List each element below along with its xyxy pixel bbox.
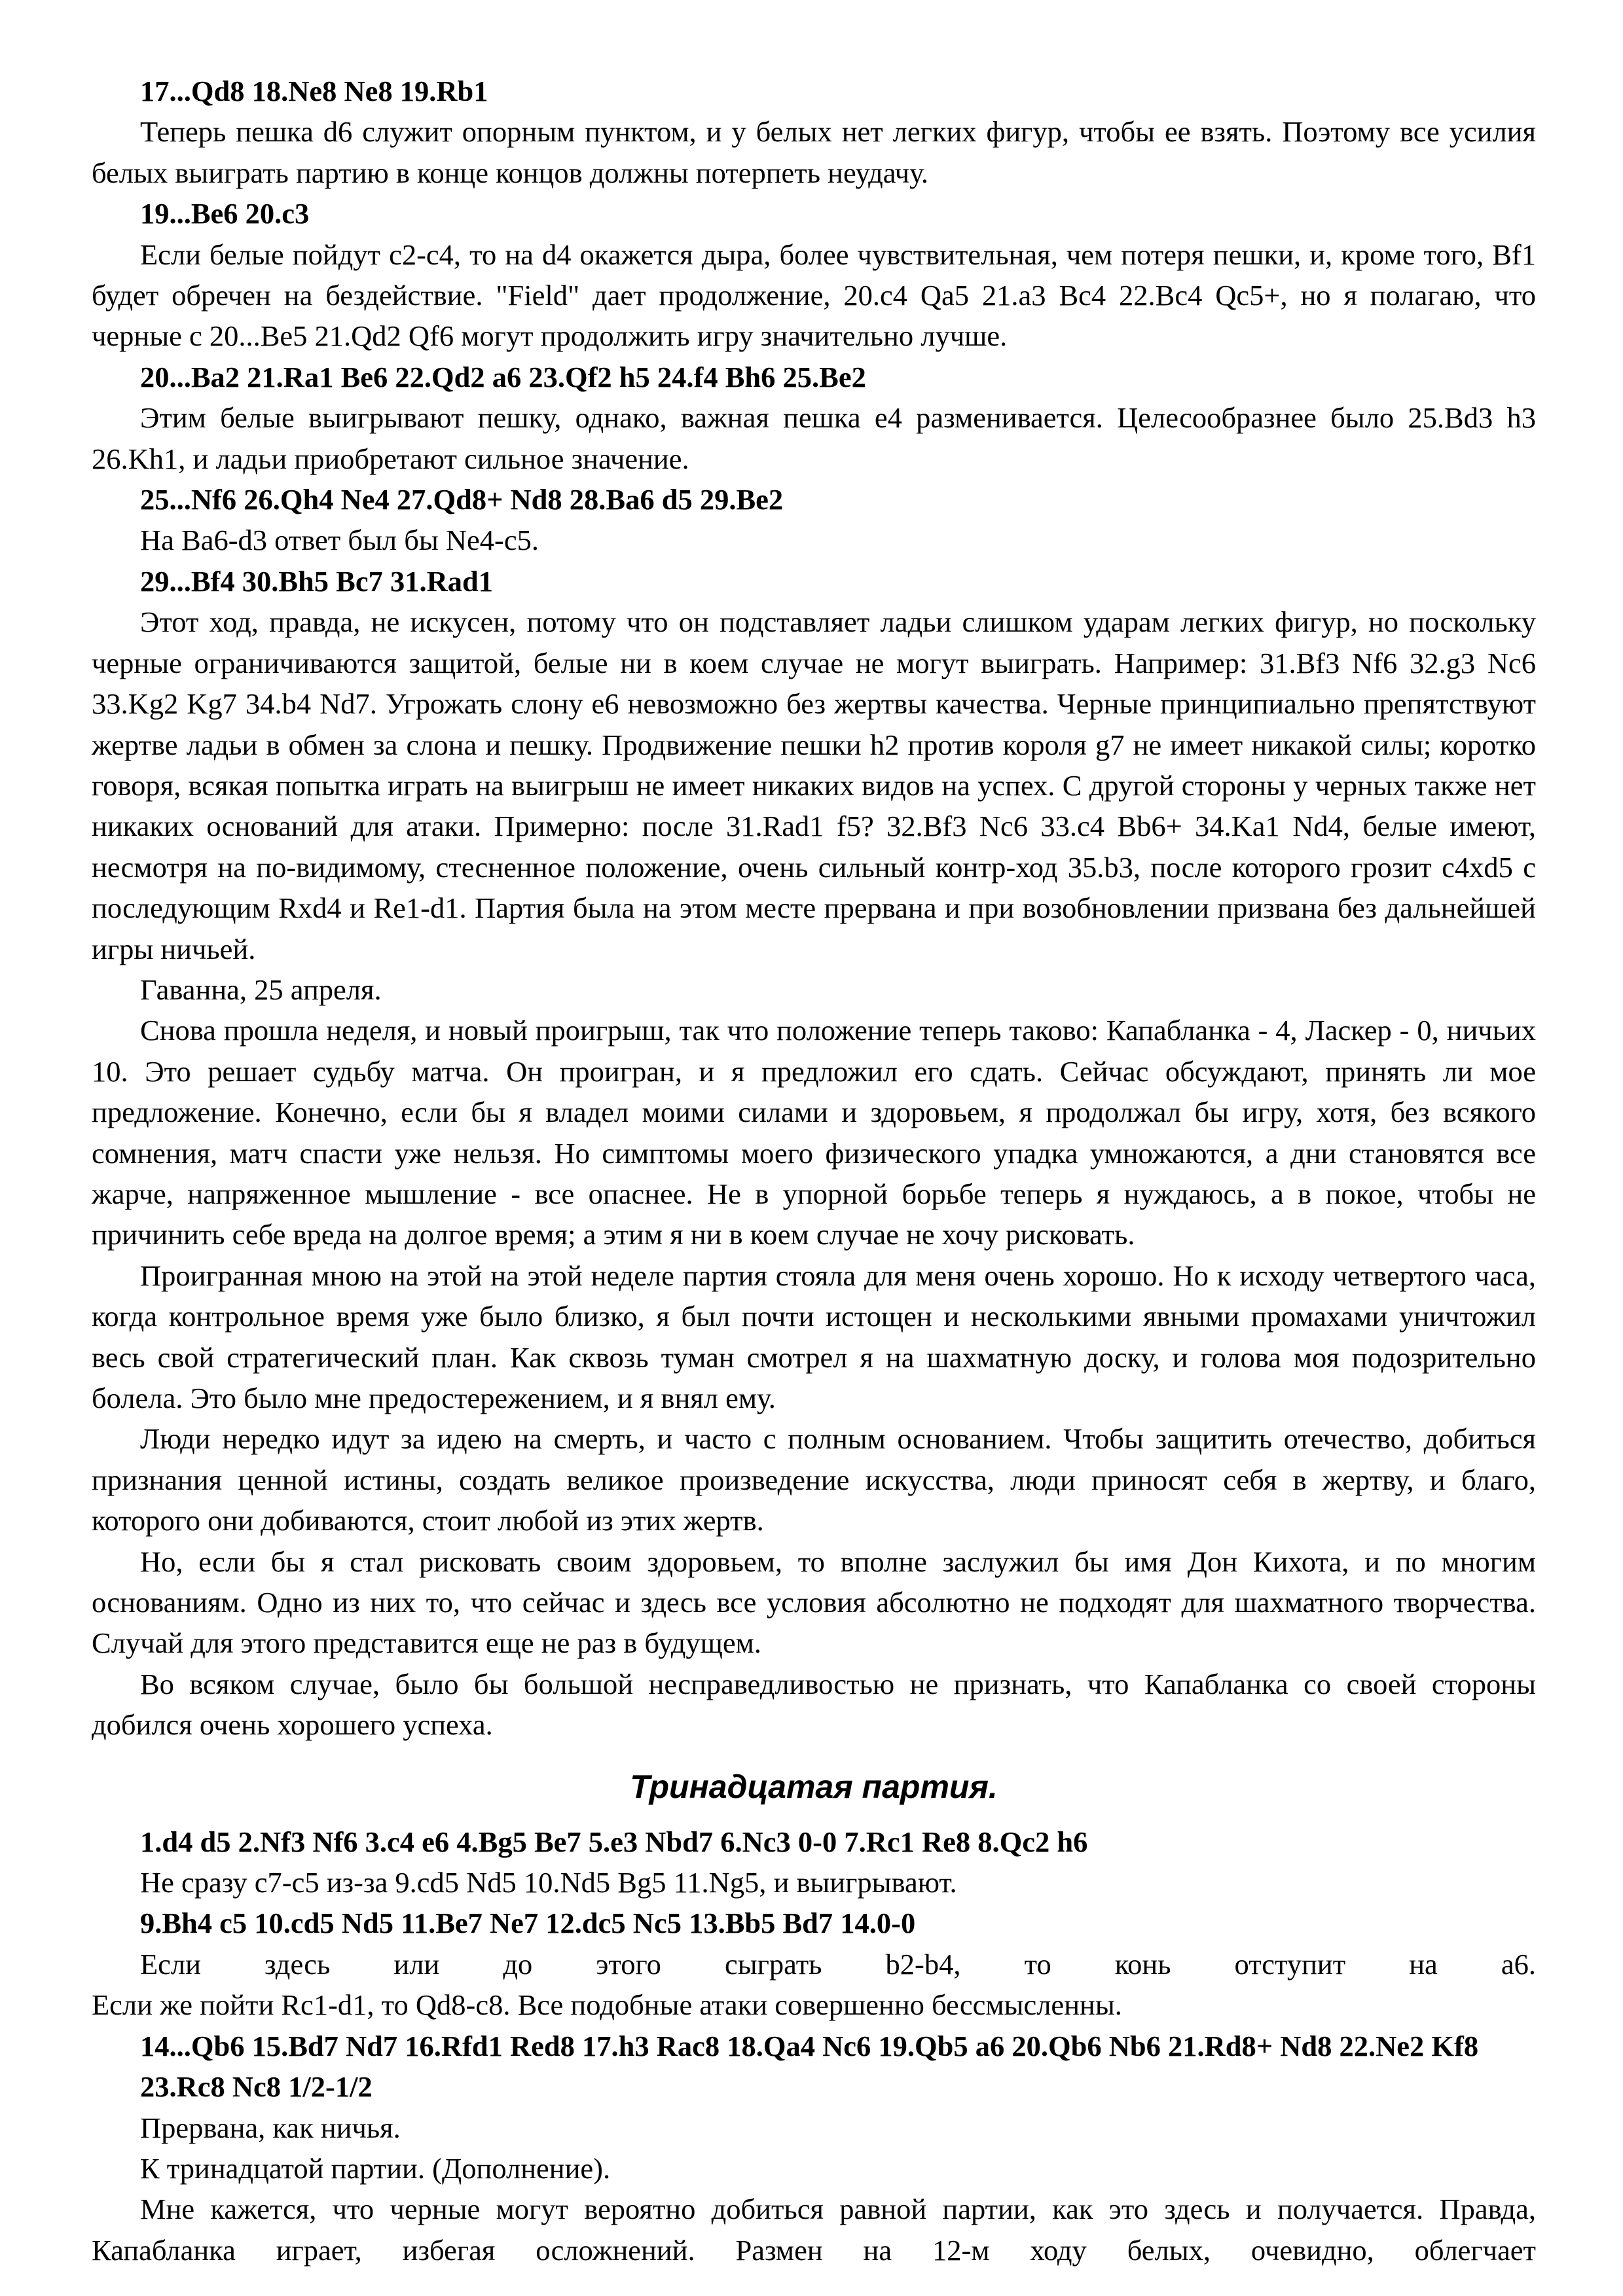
moves-line: 20...Ba2 21.Ra1 Be6 22.Qd2 a6 23.Qf2 h5 24.f4 Bh6 25.Be2 — [140, 360, 866, 393]
commentary-paragraph: Теперь пешка d6 служит опорным пунктом, и у белых нет легких фигур, чтобы ее взять. Поэтому все усилия белых выиграть партию в конце концов должны потерпеть неудачу. — [92, 115, 1536, 189]
moves-line: 14...Qb6 15.Bd7 Nd7 16.Rfd1 Red8 17.h3 Rac8 18.Qa4 Nc6 19.Qb5 a6 20.Qb6 Nb6 21.Rd8+ Nd8 22.Ne2 Kf8 23.Rc8 Nc8 1/2-1/2 — [140, 2029, 1479, 2104]
commentary-paragraph: Но, если бы я стал рисковать своим здоровьем, то вполне заслужил бы имя Дон Кихота, и по многим основаниям. Одно из них то, что сейчас и здесь все условия абсолютно не подходят для шахматного творчества. Случай для этого представится еще не раз в будущем. — [92, 1545, 1536, 1660]
moves-line: 29...Bf4 30.Bh5 Bc7 31.Rad1 — [140, 564, 493, 598]
moves-line: 9.Bh4 c5 10.cd5 Nd5 11.Be7 Ne7 12.dc5 Nc5 13.Bb5 Bd7 14.0-0 — [140, 1907, 916, 1940]
commentary-paragraph: Люди нередко идут за идею на смерть, и часто с полным основанием. Чтобы защитить отечество, добиться признания ценной истины, создать великое произведение искусства, люди приносят себя в жертву, и благо, которого они добиваются, стоит любой из этих жертв. — [92, 1422, 1536, 1537]
commentary-paragraph: Не сразу c7-c5 из-за 9.cd5 Nd5 10.Nd5 Bg5 11.Ng5, и выигрывают. — [140, 1866, 957, 1899]
commentary-paragraph: Прервана, как ничья. — [140, 2111, 401, 2144]
commentary-paragraph: Этим белые выигрывают пешку, однако, важная пешка e4 разменивается. Целесообразнее было 25.Bd3 h3 26.Kh1, и ладьи приобретают сильное значение. — [92, 401, 1536, 475]
moves-line: 1.d4 d5 2.Nf3 Nf6 3.c4 e6 4.Bg5 Be7 5.e3 Nbd7 6.Nc3 0-0 7.Rc1 Re8 8.Qc2 h6 — [140, 1825, 1088, 1858]
commentary-paragraph: Мне кажется, что черные могут вероятно добиться равной партии, как это здесь и получается. Правда, Капабланка играет, избегая осложнений. Размен на 12-м ходу белых, очевидно, облегчает — [92, 2193, 1536, 2267]
section-heading: Тринадцатая партия. — [630, 1768, 998, 1805]
commentary-paragraph: Проигранная мною на этой на этой неделе партия стояла для меня очень хорошо. Но к исходу четвертого часа, когда контрольное время уже было близко, я был почти истощен и несколькими явными промахами уничтожил весь свой стратегический план. Как сквозь туман смотрел я на шахматную доску, и голова моя подозрительно болела. Это было мне предостережением, и я внял ему. — [92, 1259, 1536, 1414]
moves-line: 19...Be6 20.c3 — [140, 197, 310, 230]
document-page — [92, 71, 1536, 2270]
commentary-paragraph: Этот ход, правда, не искусен, потому что он подставляет ладьи слишком ударам легких фигур, но поскольку черные ограничиваются защитой, белые ни в коем случае не могут выиграть. Например: 31.Bf3 Nf6 32.g3 Nc6 33.Kg2 Kg7 34.b4 Nd7. Угрожать слону e6 невозможно без жертвы качества. Черные принципиально препятствуют жертве ладьи в обмен за слона и пешку. Продвижение пешки h2 против короля g7 не имеет никакой силы; коротко говоря, всякая попытка играть на выигрыш не имеет никаких видов на успех. С другой стороны у черных также нет никаких оснований для атаки. Примерно: после 31.Rad1 f5? 32.Bf3 Nc6 33.c4 Bb6+ 34.Ka1 Nd4, белые имеют, несмотря на по-видимому, стесненное положение, очень сильный контр-ход 35.b3, после которого грозит c4xd5 с последующим Rxd4 и Re1-d1. Партия была на этом месте прервана и при возобновлении призвана без дальнейшей игры ничьей. — [92, 605, 1536, 965]
commentary-paragraph: Если белые пойдут c2-c4, то на d4 окажется дыра, более чувствительная, чем потеря пешки, и, кроме того, Bf1 будет обречен на бездействие. "Field" дает продолжение, 20.c4 Qa5 21.a3 Bc4 22.Bc4 Qc5+, но я полагаю, что черные с 20...Be5 21.Qd2 Qf6 могут продолжить игру значительно лучше. — [92, 238, 1536, 353]
commentary-paragraph: На Ba6-d3 ответ был бы Ne4-c5. — [140, 524, 539, 557]
commentary-paragraph: К тринадцатой партии. (Дополнение). — [140, 2151, 611, 2185]
moves-line: 17...Qd8 18.Ne8 Ne8 19.Rb1 — [140, 75, 488, 107]
commentary-continuation: Если же пойти Rc1-d1, то Qd8-c8. Все подобные атаки совершенно бессмысленны. — [92, 1988, 1122, 2022]
moves-line: 25...Nf6 26.Qh4 Ne4 27.Qd8+ Nd8 28.Ba6 d5 29.Be2 — [140, 483, 784, 516]
date-line: Гаванна, 25 апреля. — [140, 973, 382, 1006]
commentary-paragraph: Если здесь или до этого сыграть b2-b4, то конь отступит на a6. — [140, 1947, 1536, 1981]
commentary-paragraph: Во всяком случае, было бы большой несправедливостью не признать, что Капабланка со своей стороны добился очень хорошего успеха. — [92, 1667, 1536, 1742]
commentary-paragraph: Снова прошла неделя, и новый проигрыш, так что положение теперь таково: Капабланка - 4, Ласкер - 0, ничьих 10. Это решает судьбу матча. Он проигран, и я предложил его сдать. Сейчас обсуждают, принять ли мое предложение. Конечно, если бы я владел моими силами и здоровьем, я продолжал бы игру, хотя, без всякого сомнения, матч спасти уже нельзя. Но симптомы моего физического упадка умножаются, а дни становятся все жарче, напряженное мышление - все опаснее. Не в упорной борьбе теперь я нуждаюсь, а в покое, чтобы не причинить себе вреда на долгое время; а этим я ни в коем случае не хочу рисковать. — [92, 1014, 1536, 1251]
